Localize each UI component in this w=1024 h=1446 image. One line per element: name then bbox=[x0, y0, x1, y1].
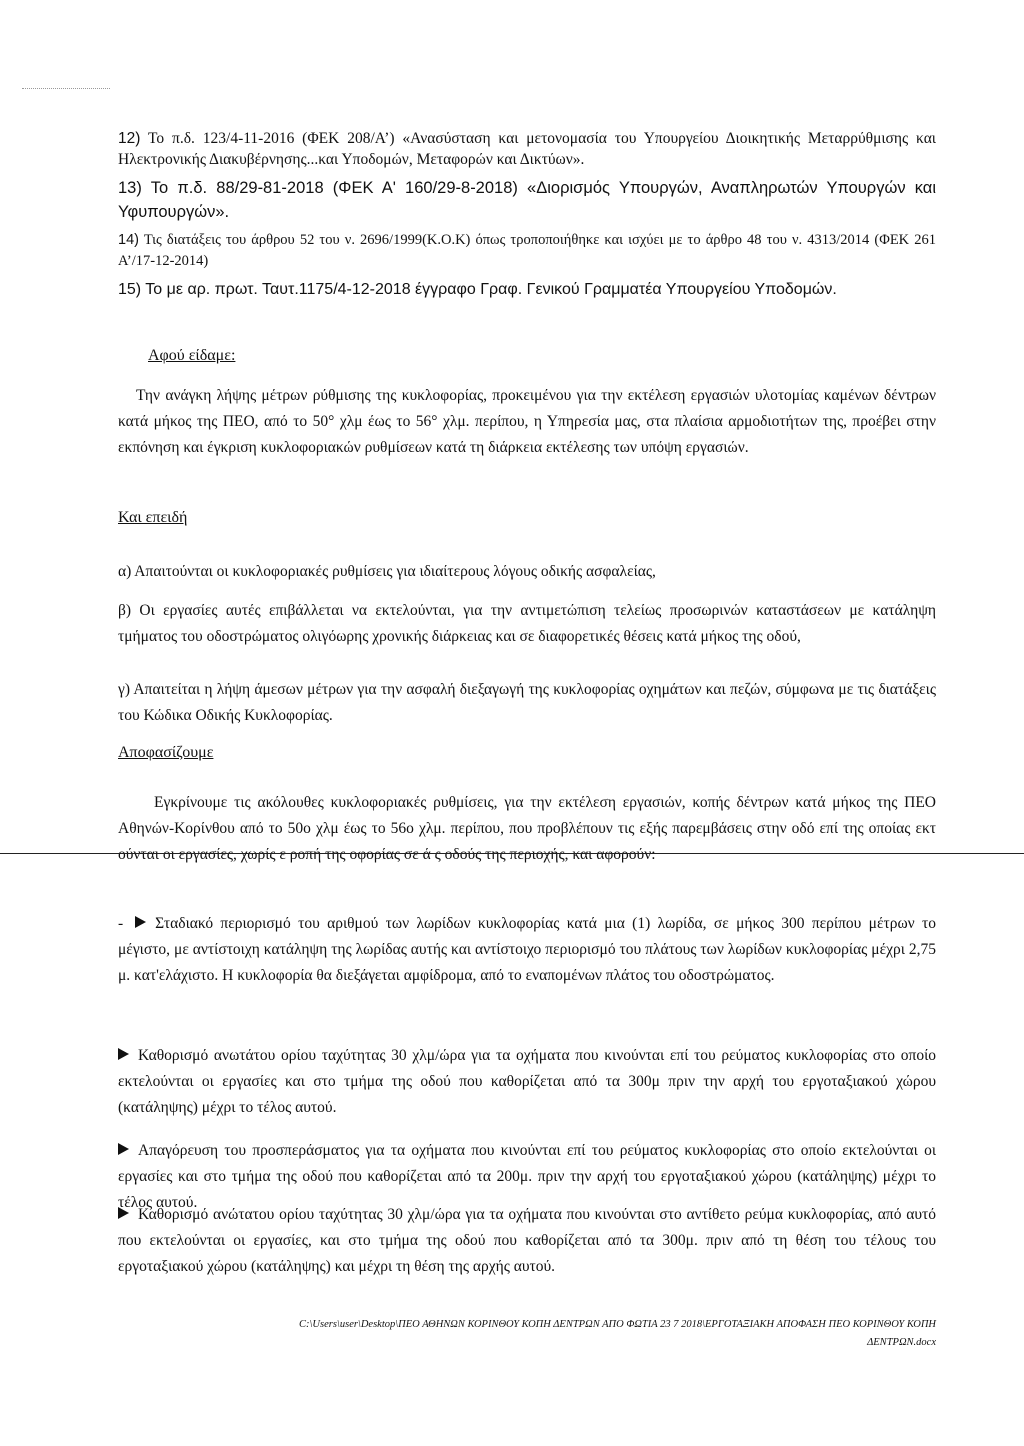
reason-item-c: γ) Απαιτείται η λήψη άμεσων μέτρων για την ασφαλή διεξαγωγή της κυκλοφορίας οχημάτων και πεζών, σύμφωνα με τις διατάξεις του Κώδικα Οδικής Κυκλοφορίας. bbox=[118, 681, 936, 724]
scan-mark bbox=[22, 88, 110, 91]
reference-text: Το π.δ. 88/29-81-2018 (ΦΕΚ Α' 160/29-8-2018) «Διορισμός Υπουργών, Αναπληρωτών Υπουργών και Υφυπουργών». bbox=[118, 179, 937, 221]
arrow-bullet-icon bbox=[118, 1143, 129, 1155]
decision-intro: Εγκρίνουμε τις ακόλουθες κυκλοφοριακές ρυθμίσεις, για την εκτέλεση εργασιών, κοπής δέντρων κατά μήκος της ΠΕΟ Αθηνών-Κορίνθου από το 50ο χλμ έως το 56ο χλμ. περίπου, που προβλέπουν τις εξής παρεμβάσεις στην οδό επί της οποίας εκτ ούνται οι εργασίες, χωρίς ε ροπή της οφορίας σε ά ς οδούς της περιοχής, και αφορούν: bbox=[118, 794, 936, 863]
footer-line-2: ΔΕΝΤΡΩΝ.docx bbox=[867, 1337, 936, 1348]
arrow-bullet-icon bbox=[118, 1207, 129, 1219]
scan-horizontal-line bbox=[0, 853, 1024, 854]
reference-number: 15) bbox=[118, 281, 142, 298]
reason-item-a: α) Απαιτούνται οι κυκλοφοριακές ρυθμίσεις για ιδιαίτερους λόγους οδικής ασφαλείας, bbox=[118, 563, 656, 580]
bullet-text: Απαγόρευση του προσπεράσματος για τα οχήματα που κινούνται επί του ρεύματος κυκλοφορίας στο οποίο εκτελούνται οι εργασίες και στο τμήμα της οδού που καθορίζεται από τα 200μ. πριν την αρχή του εργοταξιακού χώρου (κατάληψης) μέχρι το τέλος αυτού. bbox=[118, 1142, 936, 1211]
arrow-bullet-icon bbox=[135, 916, 146, 928]
dash-mark: - bbox=[118, 915, 124, 932]
reference-number: 13) bbox=[118, 179, 142, 197]
bullet-text: Καθορισμό ανωτάτου ορίου ταχύτητας 30 χλμ/ώρα για τα οχήματα που κινούνται επί του ρεύματος κυκλοφορίας στο οποίο εκτελούνται οι εργασίες και στο τμήμα της οδού που καθορίζεται από τα 300μ πριν την αρχή του εργοταξιακού χώρου (κατάληψης) μέχρι το τέλος αυτού. bbox=[118, 1047, 936, 1116]
decision-bullet bbox=[118, 1043, 936, 1121]
reference-number: 14) bbox=[118, 232, 139, 248]
reference-text: Το π.δ. 123/4-11-2016 (ΦΕΚ 208/Α’) «Ανασύσταση και μετονομασία του Υπουργείου Διοικητικής Μεταρρύθμισης και Ηλεκτρονικής Διακυβέρνησης...και Υποδομών, Μεταφορών και Δικτύων». bbox=[118, 130, 936, 168]
footer-line-1: C:\Users\user\Desktop\ΠΕΟ ΑΘΗΝΩΝ ΚΟΡΙΝΘΟΥ ΚΟΠΗ ΔΕΝΤΡΩΝ ΑΠΟ ΦΩΤΙΑ 23 7 2018\ΕΡΓΟΤΑΞΙΑΚΗ ΑΠΟΦΑΣΗ ΠΕΟ ΚΟΡΙΝΘΟΥ ΚΟΠΗ bbox=[299, 1319, 936, 1330]
section-heading-apofasizoume: Αποφασίζουμε bbox=[118, 744, 214, 761]
bullet-text: Σταδιακό περιορισμό του αριθμού των λωρίδων κυκλοφορίας κατά μια (1) λωρίδα, σε μήκος 300 περίπου μέτρων το μέγιστο, με αντίστοιχη κατάληψη της λωρίδας αυτής και αντίστοιχο περιορισμό του πλάτους των λωρίδων κυκλοφορίας μέχρι 2,75 μ. κατ'ελάχιστο. Η κυκλοφορία θα διεξάγεται αμφίδρομα, από το εναπομένων πλάτος του οδοστρώματος. bbox=[118, 915, 936, 984]
arrow-bullet-icon bbox=[118, 1048, 129, 1060]
file-path-footer bbox=[118, 1316, 936, 1352]
reference-number: 12) bbox=[118, 130, 141, 147]
bullet-text: Καθορισμό ανώτατου ορίου ταχύτητας 30 χλμ/ώρα για τα οχήματα που κινούνται στο αντίθετο ρεύμα κυκλοφορίας, από αυτό που εκτελούνται οι εργασίες, και στο τμήμα της οδού που καθορίζεται από τα 300μ. πριν από τη θέση του τέλους του εργοταξιακού χώρου (κατάληψης) και μέχρι τη θέση της αρχής αυτού. bbox=[118, 1206, 936, 1275]
reference-item bbox=[118, 176, 936, 224]
decision-bullet bbox=[118, 911, 936, 989]
reason-item-b: β) Οι εργασίες αυτές επιβάλλεται να εκτελούνται, για την αντιμετώπιση τελείως προσωρινών καταστάσεων με κατάληψη τμήματος του οδοστρώματος ολιγόωρης χρονικής διάρκειας και σε διαφορετικές θέσεις κατά μήκος της οδού, bbox=[118, 602, 936, 645]
reference-text: Το με αρ. πρωτ. Ταυτ.1175/4-12-2018 έγγραφο Γραφ. Γενικού Γραμματέα Υπουργείου Υποδομών. bbox=[145, 281, 837, 298]
section-heading-kai-epeidi: Και επειδή bbox=[118, 509, 188, 526]
section-paragraph: Την ανάγκη λήψης μέτρων ρύθμισης της κυκλοφορίας, προκειμένου για την εκτέλεση εργασιών υλοτομίας καμένων δέντρων κατά μήκος της ΠΕΟ, από το 50° χλμ έως το 56° χλμ. περίπου, η Υπηρεσία μας, στα πλαίσια αρμοδιοτήτων της, προέβει στην εκπόνηση και έγκριση κυκλοφοριακών ρυθμίσεων κατά τη διάρκεια εκτέλεσης των υπόψη εργασιών. bbox=[118, 387, 936, 456]
reference-item bbox=[118, 128, 936, 170]
reference-item bbox=[118, 278, 936, 302]
section-heading-afou: Αφού είδαμε: bbox=[148, 347, 236, 364]
decision-bullet bbox=[118, 1202, 936, 1280]
references-list bbox=[118, 128, 936, 308]
reference-item bbox=[118, 230, 936, 272]
reference-text: Τις διατάξεις του άρθρου 52 του ν. 2696/1999(Κ.Ο.Κ) όπως τροποποιήθηκε και ισχύει με το άρθρο 48 του ν. 4313/2014 (ΦΕΚ 261 Α’/17-12-2014) bbox=[118, 232, 936, 269]
